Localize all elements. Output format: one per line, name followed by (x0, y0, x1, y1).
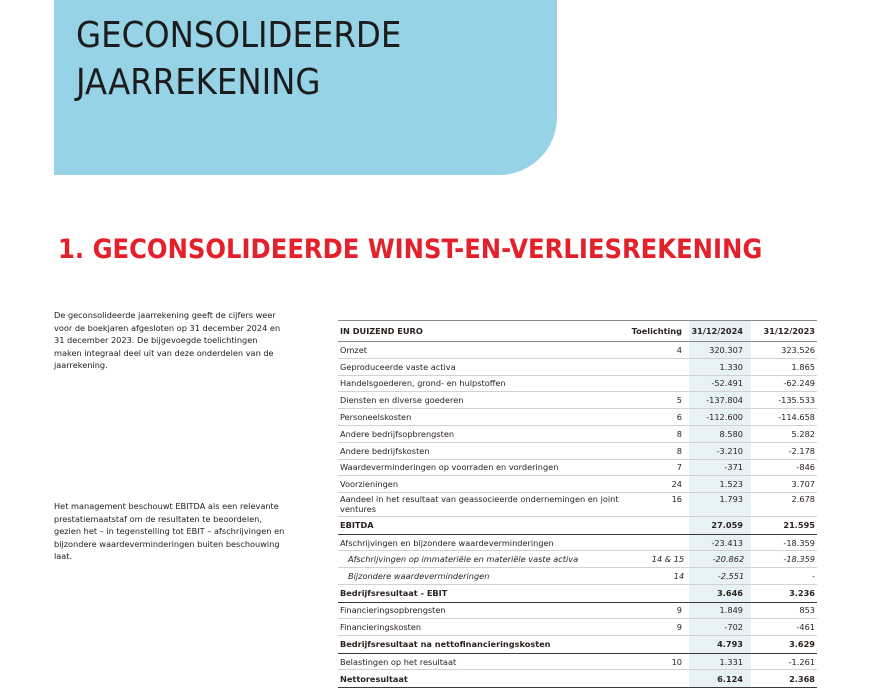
row-value-2024: 6.124 (717, 673, 743, 684)
row-value-2024: 1.849 (719, 605, 743, 616)
row-value-2024: 3.646 (717, 588, 743, 599)
row-value-2023: -18.359 (783, 537, 815, 548)
row-value-2023: 5.282 (791, 428, 815, 439)
row-note: 5 (676, 395, 682, 406)
table-row (338, 619, 817, 636)
table-body (338, 342, 817, 688)
row-note: 14 & 15 (651, 554, 685, 565)
table-header (338, 320, 817, 342)
row-label: Omzet (340, 344, 367, 355)
table-row (338, 342, 817, 359)
row-value-2023: -135.533 (778, 395, 815, 406)
row-value-2023: 3.236 (789, 588, 815, 599)
row-label: EBITDA (340, 520, 374, 531)
table-row (338, 409, 817, 426)
table-row (338, 392, 817, 409)
row-value-2024: 1.793 (719, 494, 743, 505)
row-value-2024: 4.793 (717, 639, 743, 650)
row-value-2023: -1.261 (788, 656, 815, 667)
row-label: Financieringsopbrengsten (340, 605, 446, 616)
row-label: Afschrijvingen op immateriële en materiële vaste activa (348, 554, 579, 565)
header-2024: 31/12/2024 (691, 326, 743, 336)
row-value-2023: 21.595 (783, 520, 815, 531)
table-row (338, 670, 817, 688)
row-value-2024: -23.413 (711, 537, 743, 548)
table-row (338, 493, 817, 517)
row-note: 24 (671, 479, 682, 490)
row-value-2024: 1.330 (719, 361, 743, 372)
row-value-2024: 320.307 (709, 344, 743, 355)
row-value-2023: -846 (796, 462, 815, 473)
row-value-2024: -702 (724, 622, 743, 633)
table-row (338, 517, 817, 535)
row-value-2023: 2.678 (791, 494, 815, 505)
row-note: 6 (676, 412, 682, 423)
row-value-2024: -137.804 (706, 395, 743, 406)
row-value-2024: 1.523 (719, 479, 743, 490)
row-label: Bedrijfsresultaat - EBIT (340, 588, 448, 599)
row-value-2024: -371 (724, 462, 743, 473)
row-note: 10 (671, 656, 682, 667)
row-label: Geproduceerde vaste activa (340, 361, 456, 372)
row-label: Bijzondere waardeverminderingen (348, 571, 490, 582)
table-row (338, 476, 817, 493)
row-label: Handelsgoederen, grond- en hulpstoffen (340, 378, 506, 389)
row-value-2023: 3.629 (789, 639, 815, 650)
row-value-2023: -2.178 (788, 445, 815, 456)
row-value-2023: -62.249 (783, 378, 815, 389)
table-row (338, 460, 817, 477)
page-title-line-1: GECONSOLIDEERDE (76, 15, 402, 56)
row-label: Andere bedrijfskosten (340, 445, 430, 456)
header-note: Toelichting (631, 326, 682, 336)
ebitda-paragraph: Het management beschouwt EBITDA als een relevante prestatiemaatstaf om de resultaten te beoordelen, gezien het – in tegenstelling tot EBIT – afschrijvingen en bijzondere waardeverminderingen buiten beschouwing laat. (54, 501, 285, 562)
row-label: Financieringskosten (340, 622, 422, 633)
header-label: IN DUIZEND EURO (340, 326, 423, 336)
row-note: 9 (676, 605, 682, 616)
page-title (76, 12, 401, 106)
row-value-2024: -3.210 (716, 445, 743, 456)
row-value-2024: 27.059 (711, 520, 743, 531)
row-label: Voorzieningen (340, 479, 399, 490)
table-row (338, 359, 817, 376)
row-label: Nettoresultaat (340, 673, 408, 684)
row-note: 9 (676, 622, 682, 633)
table-row (338, 535, 817, 552)
row-value-2023: 853 (799, 605, 815, 616)
table-row (338, 585, 817, 603)
row-value-2024: -52.491 (711, 378, 743, 389)
row-value-2023: 1.865 (791, 361, 815, 372)
page-title-line-2: JAARREKENING (76, 62, 321, 103)
row-value-2024: -20.862 (712, 554, 745, 565)
row-value-2024: -2.551 (717, 571, 745, 582)
row-note: 7 (676, 462, 682, 473)
table-row (338, 636, 817, 654)
row-note: 14 (673, 571, 685, 582)
table-row (338, 376, 817, 393)
table-row (338, 443, 817, 460)
income-statement-table (338, 320, 817, 688)
row-value-2024: 1.331 (719, 656, 743, 667)
row-value-2023: 2.368 (789, 673, 815, 684)
row-value-2024: 8.580 (719, 428, 743, 439)
table-row (338, 568, 817, 585)
row-label: Diensten en diverse goederen (340, 395, 464, 406)
row-value-2024: -112.600 (706, 412, 743, 423)
header-2023: 31/12/2023 (763, 326, 815, 336)
row-value-2023: 3.707 (791, 479, 815, 490)
row-label: Afschrijvingen en bijzondere waardeverminderingen (340, 537, 554, 548)
row-label: Personeelskosten (340, 412, 412, 423)
table-row (338, 603, 817, 620)
row-label: Waardeverminderingen op voorraden en vorderingen (340, 462, 559, 473)
table-row (338, 654, 817, 671)
intro-paragraph: De geconsolideerde jaarrekening geeft de cijfers weer voor de boekjaren afgesloten op 31 december 2024 en 31 december 2023. De bijgevoegde toelichtingen maken integraal deel uit van deze onderdelen van de jaarrekening. (54, 310, 281, 371)
row-note: 8 (676, 445, 682, 456)
table-row (338, 426, 817, 443)
section-title: 1. GECONSOLIDEERDE WINST-EN-VERLIESREKENING (58, 234, 763, 265)
row-value-2023: -461 (796, 622, 815, 633)
row-note: 16 (671, 494, 682, 505)
row-value-2023: - (812, 571, 815, 582)
row-value-2023: -18.359 (783, 554, 815, 565)
table-row (338, 551, 817, 568)
row-value-2023: -114.658 (778, 412, 815, 423)
row-note: 8 (676, 428, 682, 439)
row-label: Aandeel in het resultaat van geassocieerde ondernemingen en joint ventures (340, 494, 619, 515)
row-note: 4 (676, 344, 682, 355)
row-label: Bedrijfsresultaat na nettofinancieringskosten (340, 639, 551, 650)
row-label: Belastingen op het resultaat (340, 656, 457, 667)
row-label: Andere bedrijfsopbrengsten (340, 428, 455, 439)
row-value-2023: 323.526 (781, 344, 815, 355)
